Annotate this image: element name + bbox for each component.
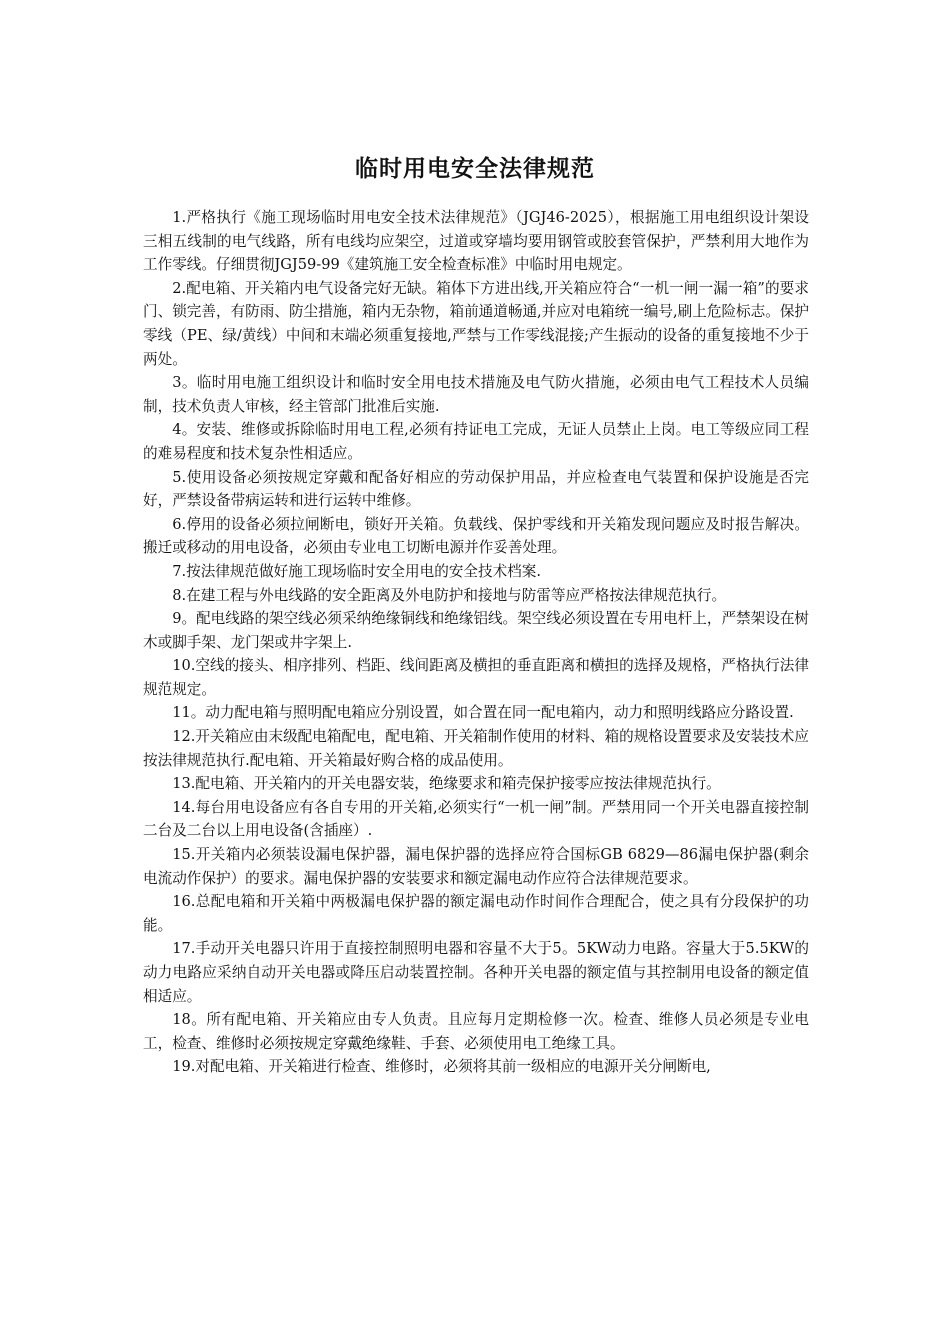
page-title: 临时用电安全法律规范 — [355, 156, 595, 182]
paragraph-15: 15.开关箱内必须装设漏电保护器，漏电保护器的选择应符合国标GB 6829—86漏电保护器(剩余电流动作保护）的要求。漏电保护器的安装要求和额定漏电动作应符合法律规范要求。 — [143, 846, 809, 887]
paragraph-5: 5.使用设备必须按规定穿戴和配备好相应的劳动保护用品，并应检查电气装置和保护设施是否完好，严禁设备带病运转和进行运转中维修。 — [143, 468, 809, 510]
paragraph-10: 10.空线的接头、相序排列、档距、线间距离及横担的垂直距离和横担的选择及规格，严格执行法律规范规定。 — [143, 657, 809, 698]
paragraph-16: 16.总配电箱和开关箱中两极漏电保护器的额定漏电动作时间作合理配合，使之具有分段保护的功能。 — [143, 893, 809, 934]
paragraph-11: 11。动力配电箱与照明配电箱应分别设置，如合置在同一配电箱内，动力和照明线路应分路设置. — [172, 704, 794, 722]
document-body — [143, 206, 809, 1079]
paragraph-4: 4。安装、维修或拆除临时用电工程,必须有持证电工完成，无证人员禁止上岗。电工等级应同工程的难易程度和技术复杂性相适应。 — [143, 421, 809, 462]
paragraph-17: 17.手动开关电器只许用于直接控制照明电器和容量不大于5。5KW动力电路。容量大于5.5KW的动力电路应采纳自动开关电器或降压启动装置控制。各种开关电器的额定值与其控制用电设备的额定值相适应。 — [143, 940, 809, 1005]
paragraph-8: 8.在建工程与外电线路的安全距离及外电防护和接地与防雷等应严格按法律规范执行。 — [172, 586, 727, 604]
paragraph-6: 6.停用的设备必须拉闸断电，锁好开关箱。负载线、保护零线和开关箱发现问题应及时报告解决。搬迁或移动的用电设备，必须由专业电工切断电源并作妥善处理。 — [143, 515, 809, 557]
paragraph-12: 12.开关箱应由末级配电箱配电，配电箱、开关箱制作使用的材料、箱的规格设置要求及安装技术应按法律规范执行.配电箱、开关箱最好购合格的成品使用。 — [143, 728, 809, 769]
paragraph-7: 7.按法律规范做好施工现场临时安全用电的安全技术档案. — [172, 562, 542, 580]
paragraph-1: 1.严格执行《施工现场临时用电安全技术法律规范》（JGJ46-2025），根据施工用电组织设计架设三相五线制的电气线路，所有电线均应架空，过道或穿墙均要用钢管或胶套管保护，严禁利用大地作为工作零线。仔细贯彻JGJ59-99《建筑施工安全检查标准》中临时用电规定。 — [143, 209, 809, 274]
paragraph-9: 9。配电线路的架空线必须采纳绝缘铜线和绝缘铝线。架空线必须设置在专用电杆上，严禁架设在树木或脚手架、龙门架或井字架上. — [143, 610, 810, 651]
paragraph-13: 13.配电箱、开关箱内的开关电器安装，绝缘要求和箱壳保护接零应按法律规范执行。 — [172, 775, 721, 793]
paragraph-3: 3。临时用电施工组织设计和临时安全用电技术措施及电气防火措施，必须由电气工程技术人员编制，技术负责人审核，经主管部门批准后实施. — [143, 374, 809, 415]
paragraph-19: 19.对配电箱、开关箱进行检查、维修时，必须将其前一级相应的电源开关分闸断电, — [172, 1058, 711, 1076]
paragraph-18: 18。所有配电箱、开关箱应由专人负责。且应每月定期检修一次。检查、维修人员必须是专业电工，检查、维修时必须按规定穿戴绝缘鞋、手套、必须使用电工绝缘工具。 — [143, 1011, 809, 1052]
paragraph-2: 2.配电箱、开关箱内电气设备完好无缺。箱体下方进出线,开关箱应符合“一机一闸一漏一箱”的要求门、锁完善，有防雨、防尘措施，箱内无杂物，箱前通道畅通,并应对电箱统一编号,刷上危险标志。保护零线（PE、绿/黄线）中间和末端必须重复接地,严禁与工作零线混接;产生振动的设备的重复接地不少于两处。 — [143, 279, 810, 368]
paragraph-14: 14.每台用电设备应有各自专用的开关箱,必须实行“一机一闸”制。严禁用同一个开关电器直接控制二台及二台以上用电设备(含插座）. — [143, 798, 809, 840]
